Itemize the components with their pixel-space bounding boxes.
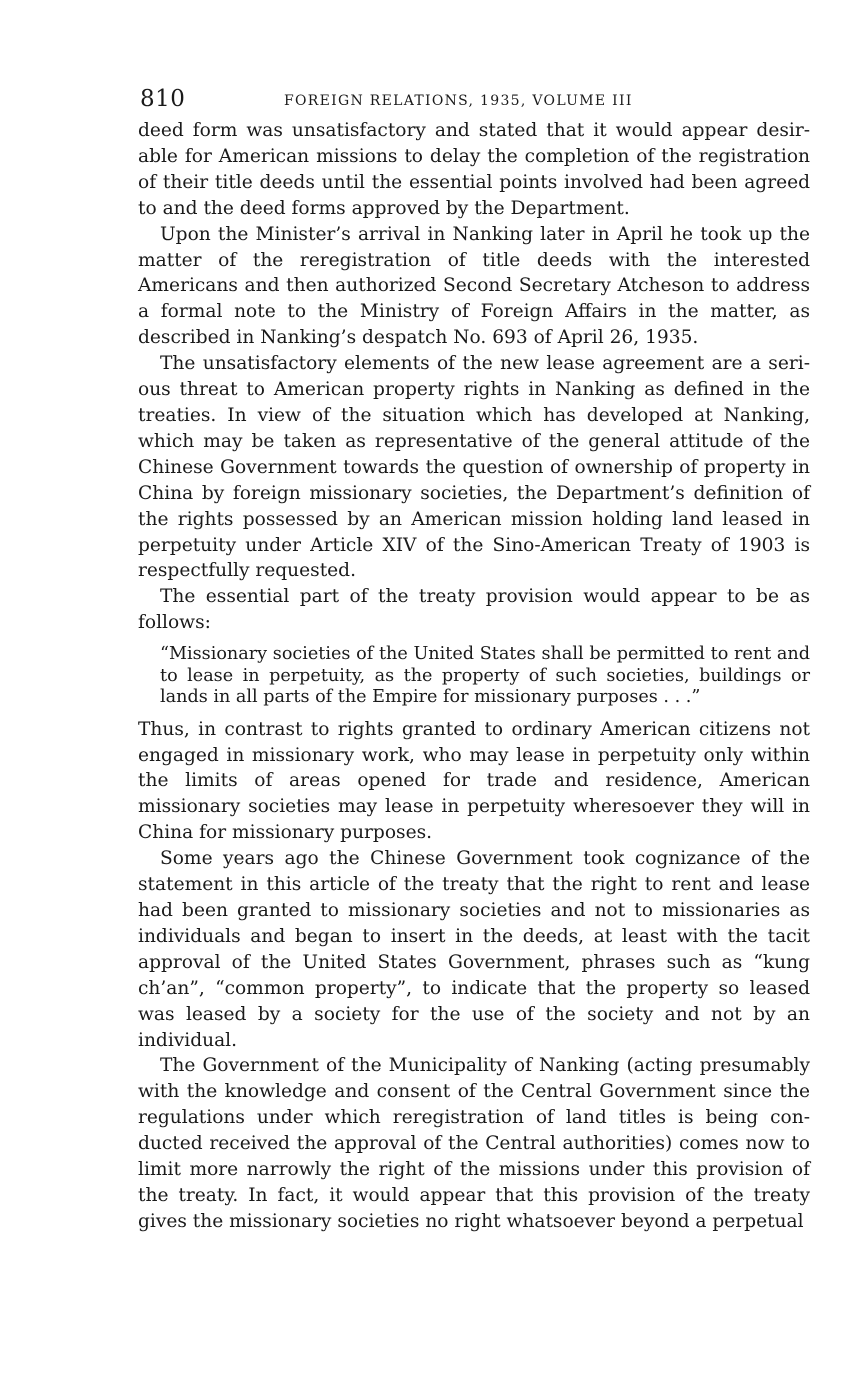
running-title: FOREIGN RELATIONS, 1935, VOLUME III: [284, 93, 633, 109]
page-number: 810: [140, 86, 186, 112]
paragraph: deed form was unsatisfactory and stated that it would appear desirable for American missions to delay the completion of the registration of their title deeds until the essential points involved had been agreed to and the deed forms approved by the Department.: [138, 120, 810, 219]
body-text: [138, 118, 810, 1235]
paragraph: Upon the Minister’s arrival in Nanking later in April he took up the matter of the reregistration of title deeds with the interested Americans and then authorized Second Secretary Atcheson to address a formal note to the Ministry of Foreign Affairs in the matter, as described in Nanking’s despatch No. 693 of April 26, 1935.: [138, 223, 810, 349]
paragraph: Some years ago the Chinese Government took cognizance of the statement in this article of the treaty that the right to rent and lease had been granted to missionary societies and not to missionaries as individuals and began to insert in the deeds, at least with the tacit approval of the United States Government, phrases such as “kung ch’an”, “common property”, to indicate that the property so leased was leased by a society for the use of the society and not by an individual.: [138, 848, 810, 1051]
paragraph: The Government of the Municipality of Nanking (acting presumably with the knowledge and consent of the Central Government since the regulations under which reregistration of land titles is being conducted received the approval of the Central authorities) comes now to limit more narrowly the right of the missions under this provision of the treaty. In fact, it would appear that this provision of the treaty gives the missionary societies no right whatsoever beyond a perpetual: [138, 1055, 810, 1232]
treaty-quote: “Missionary societies of the United States shall be permitted to rent and to lease in perpetuity, as the property of such societies, buildings or lands in all parts of the Empire for missionary purposes . . .”: [160, 644, 810, 708]
document-page: [138, 84, 810, 1235]
running-head: [138, 84, 810, 118]
paragraph: Thus, in contrast to rights granted to ordinary American citizens not engaged in missionary work, who may lease in perpetuity only within the limits of areas opened for trade and residence, American missionary societies may lease in perpetuity wheresoever they will in China for missionary purposes.: [138, 718, 810, 844]
paragraph: The essential part of the treaty provision would appear to be as follows:: [138, 586, 810, 634]
paragraph: The unsatisfactory elements of the new lease agreement are a serious threat to American property rights in Nanking as defined in the treaties. In view of the situation which has developed at Nanking, which may be taken as representative of the general attitude of the Chinese Government towards the question of ownership of property in China by foreign missionary societies, the Department’s definition of the rights possessed by an American mission holding land leased in perpetuity under Article XIV of the Sino-American Treaty of 1903 is respectfully requested.: [138, 353, 810, 582]
